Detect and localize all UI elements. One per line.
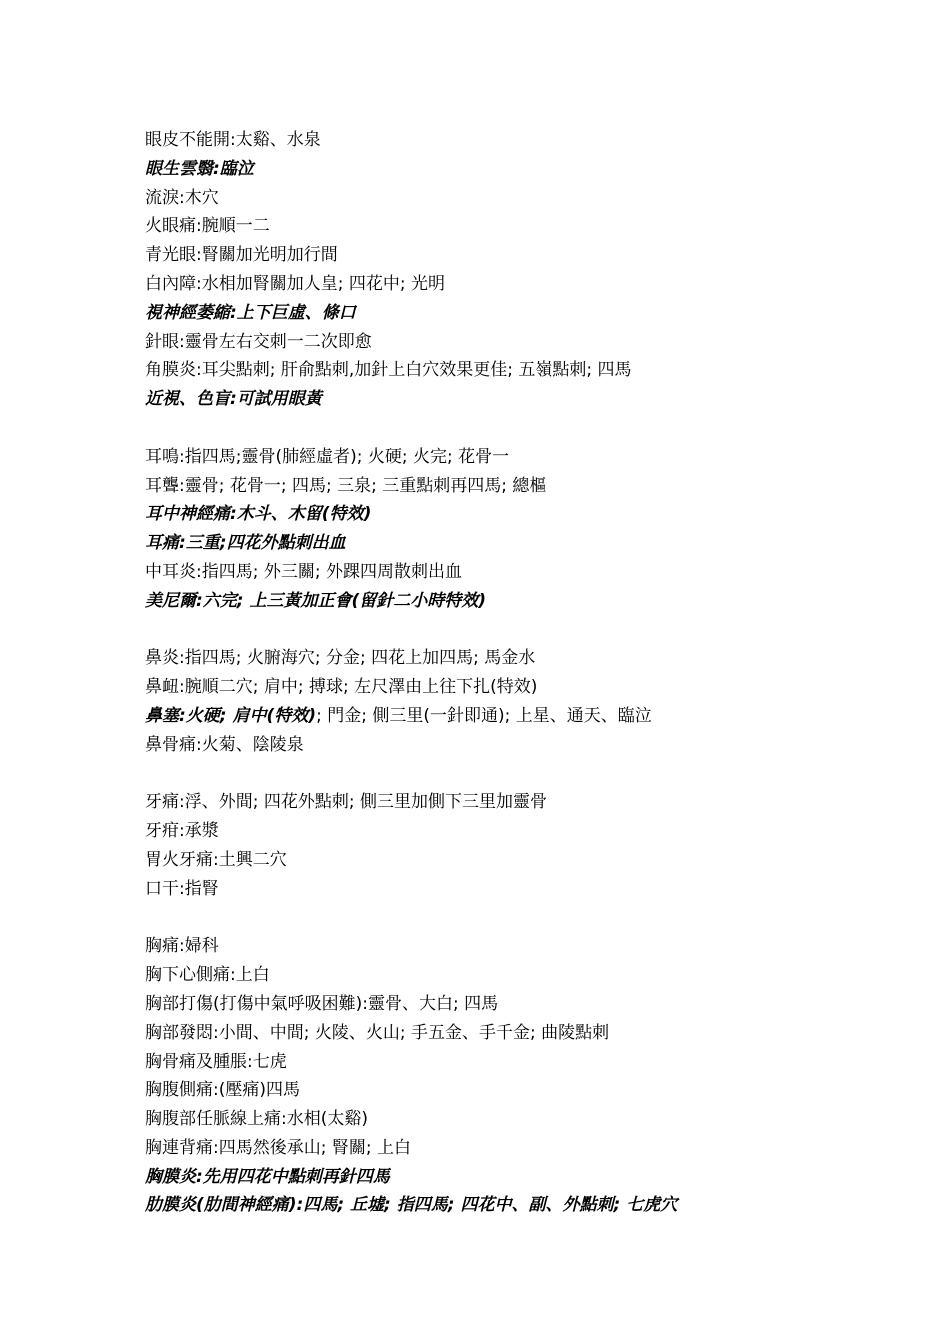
text-segment: 耳鳴:指四馬;靈骨(肺經虛者); 火硬; 火完; 花骨一 [145, 446, 510, 467]
text-segment: 胸部發悶:小間、中間; 火陵、火山; 手五金、手千金; 曲陵點刺 [145, 1022, 610, 1043]
emphasized-text: 視神經萎縮:上下巨虛、條口 [145, 302, 356, 323]
text-line [145, 385, 845, 414]
text-segment: 白內障:水相加腎關加人皇; 四花中; 光明 [145, 273, 445, 294]
text-line [145, 155, 845, 184]
emphasized-text: 胸膜炎:先用四花中點刺再針四馬 [145, 1166, 390, 1187]
text-segment: 胸腹側痛:(壓痛)四馬 [145, 1080, 300, 1101]
text-line [145, 443, 845, 472]
text-segment: 火眼痛:腕順一二 [145, 216, 270, 237]
text-line [145, 241, 845, 270]
text-line [145, 1048, 845, 1077]
text-line [145, 270, 845, 299]
text-line [145, 184, 845, 213]
text-line [145, 212, 845, 241]
text-line [145, 1134, 845, 1163]
text-line [145, 356, 845, 385]
text-line [145, 126, 845, 155]
text-line [145, 990, 845, 1019]
text-segment: 胸骨痛及腫脹:七虎 [145, 1051, 287, 1072]
text-line [145, 817, 845, 846]
text-line [145, 731, 845, 760]
text-segment: 針眼:靈骨左右交刺一二次即愈 [145, 331, 372, 352]
text-segment: 鼻炎:指四馬; 火腑海穴; 分金; 四花上加四馬; 馬金水 [145, 648, 536, 669]
section-separator [145, 904, 845, 933]
emphasized-text: 近視、色盲:可試用眼黃 [145, 389, 322, 410]
text-line [145, 472, 845, 501]
text-segment: 口干:指腎 [145, 878, 219, 899]
text-line [145, 702, 845, 731]
text-line [145, 587, 845, 616]
text-segment: 胸痛:婦科 [145, 936, 219, 957]
emphasized-text: 肋膜炎(肋間神經痛):四馬; 丘墟; 指四馬; 四花中、副、外點刺; 七虎穴 [145, 1195, 678, 1216]
text-line [145, 846, 845, 875]
text-segment: 耳聾:靈骨; 花骨一; 四馬; 三泉; 三重點刺再四馬; 總樞 [145, 475, 547, 496]
text-line [145, 1076, 845, 1105]
text-line [145, 529, 845, 558]
section-separator [145, 414, 845, 443]
section-separator [145, 616, 845, 645]
text-line [145, 1191, 845, 1220]
text-line [145, 328, 845, 357]
text-line [145, 500, 845, 529]
section [145, 126, 845, 414]
text-line [145, 961, 845, 990]
text-segment: 青光眼:腎關加光明加行間 [145, 245, 338, 266]
section [145, 932, 845, 1220]
emphasized-text: 耳中神經痛:木斗、木留(特效) [145, 504, 372, 525]
text-line [145, 558, 845, 587]
section [145, 443, 845, 616]
text-segment: 胸腹部任脈線上痛:水相(太谿) [145, 1109, 368, 1130]
section [145, 644, 845, 759]
emphasized-text: 耳痛:三重;四花外點刺出血 [145, 533, 346, 554]
section-separator [145, 760, 845, 789]
text-segment: 角膜炎:耳尖點刺; 肝俞點刺,加針上白穴效果更佳; 五嶺點刺; 四馬 [145, 360, 632, 381]
text-segment: 胸下心側痛:上白 [145, 965, 270, 986]
emphasized-text: 美尼爾:六完; 上三黃加正會(留針二小時特效) [145, 590, 487, 611]
text-line [145, 1105, 845, 1134]
text-segment: 胸連背痛:四馬然後承山; 腎關; 上白 [145, 1137, 411, 1158]
text-line [145, 932, 845, 961]
emphasized-text: 眼生雲翳:臨泣 [145, 158, 254, 179]
text-segment: 流淚:木穴 [145, 187, 219, 208]
emphasized-text: 鼻塞:火硬; 肩中(特效) [145, 705, 317, 726]
text-line [145, 644, 845, 673]
text-segment: 胃火牙痛:土興二穴 [145, 849, 287, 870]
section [145, 788, 845, 903]
text-segment: 眼皮不能開:太谿、水泉 [145, 130, 321, 150]
text-segment: 中耳炎:指四馬; 外三關; 外踝四周散刺出血 [145, 561, 462, 582]
text-segment: 鼻骨痛:火菊、陰陵泉 [145, 734, 304, 755]
text-segment: ; 門金; 側三里(一針即通); 上星、通天、臨泣 [316, 705, 652, 726]
text-line [145, 1163, 845, 1192]
document-body [145, 126, 845, 1220]
text-line [145, 1019, 845, 1048]
text-segment: 牙疳:承漿 [145, 821, 219, 842]
text-line [145, 299, 845, 328]
text-line [145, 673, 845, 702]
text-segment: 牙痛:浮、外間; 四花外點刺; 側三里加側下三里加靈骨 [145, 792, 547, 813]
text-line [145, 788, 845, 817]
text-line [145, 875, 845, 904]
text-segment: 鼻衄:腕順二穴; 肩中; 搏球; 左尺澤由上往下扎(特效) [145, 677, 538, 698]
text-segment: 胸部打傷(打傷中氣呼吸困難):靈骨、大白; 四馬 [145, 993, 499, 1014]
